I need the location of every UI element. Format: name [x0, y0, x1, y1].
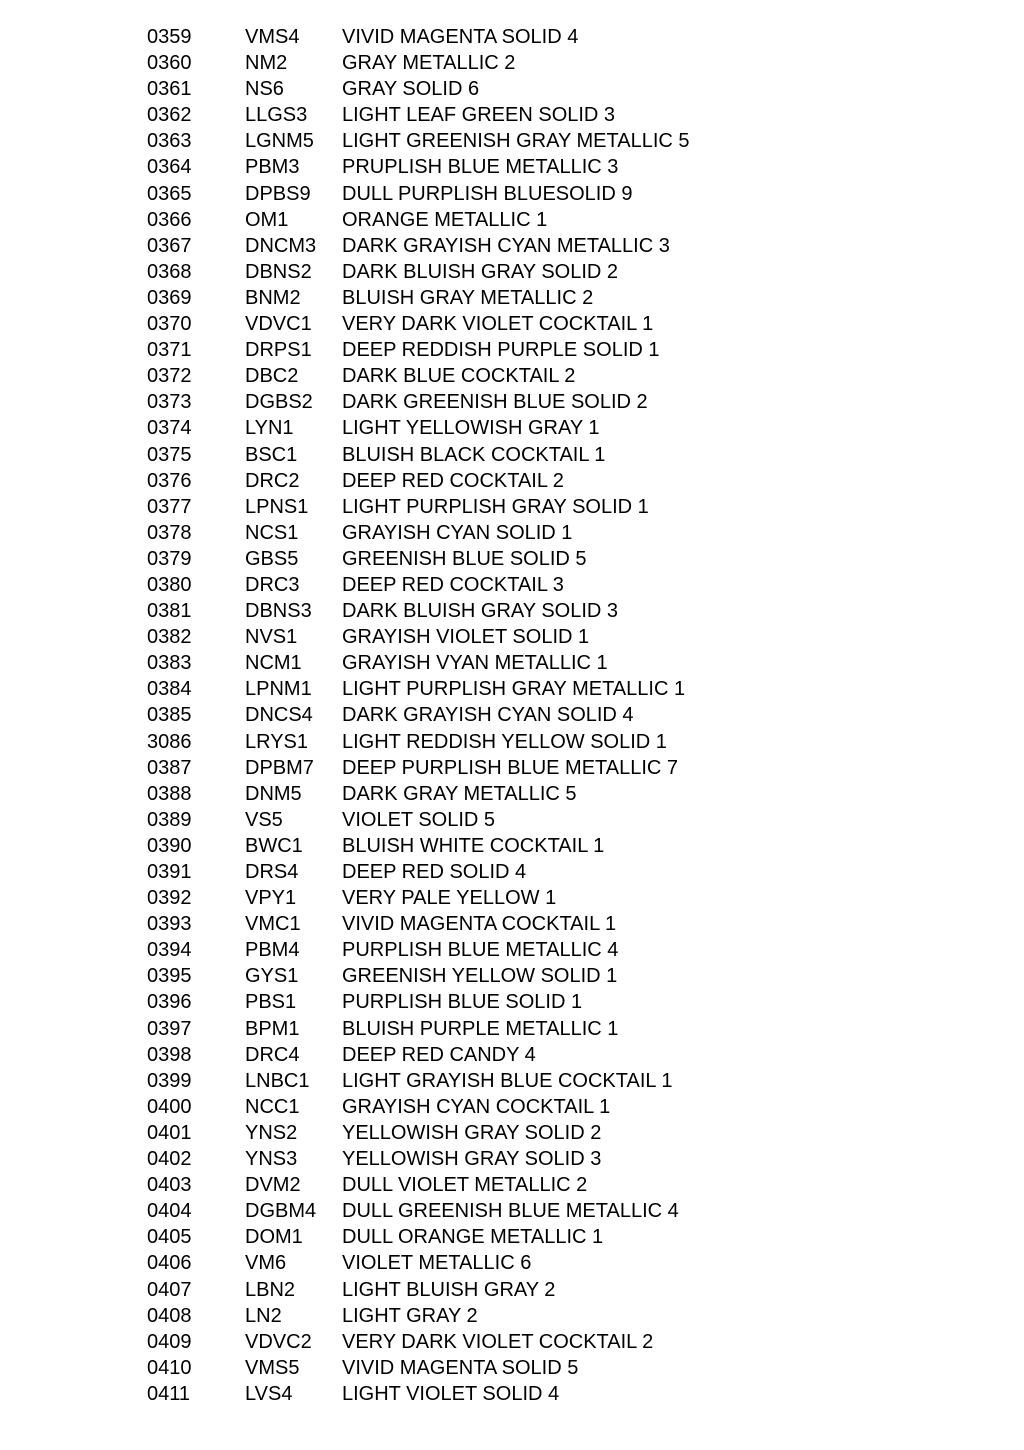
- color-code: BWC1: [245, 834, 303, 857]
- row-number: 0378: [147, 521, 192, 544]
- list-item: [147, 859, 947, 885]
- list-item: [147, 989, 947, 1015]
- color-name: VERY PALE YELLOW 1: [342, 887, 557, 910]
- row-number: 0379: [147, 547, 192, 570]
- list-item: [147, 259, 947, 285]
- color-code: DGBS2: [245, 391, 313, 414]
- color-code: VS5: [245, 808, 283, 831]
- color-name: LIGHT REDDISH YELLOW SOLID 1: [342, 730, 667, 753]
- color-name: DULL VIOLET METALLIC 2: [342, 1174, 588, 1197]
- row-number: 0377: [147, 495, 192, 518]
- row-number: 0382: [147, 626, 192, 649]
- color-code: DBNS2: [245, 260, 312, 283]
- list-item: [147, 207, 947, 233]
- row-number: 0390: [147, 834, 192, 857]
- color-name: DEEP RED SOLID 4: [342, 861, 527, 883]
- color-name: DEEP REDDISH PURPLE SOLID 1: [342, 339, 660, 362]
- color-name: GRAYISH VYAN METALLIC 1: [342, 652, 608, 675]
- color-code: DRC4: [245, 1043, 300, 1066]
- list-item: [147, 598, 947, 624]
- color-name: DARK GRAY METALLIC 5: [342, 782, 577, 805]
- color-name: PURPLISH BLUE METALLIC 4: [342, 939, 619, 962]
- list-item: [147, 285, 947, 311]
- color-code: VPY1: [245, 887, 297, 910]
- color-name: DULL PURPLISH BLUESOLID 9: [342, 182, 633, 205]
- row-number: 0359: [147, 26, 192, 48]
- color-code: VMS4: [245, 26, 300, 48]
- list-item: [147, 389, 947, 415]
- color-code: VDVC2: [245, 1330, 312, 1353]
- color-name: VERY DARK VIOLET COCKTAIL 2: [342, 1330, 654, 1353]
- row-number: 0365: [147, 182, 192, 205]
- row-number: 0361: [147, 78, 192, 101]
- color-code: LLGS3: [245, 104, 308, 127]
- list-item: [147, 24, 947, 50]
- list-item: [147, 1068, 947, 1094]
- color-code: VDVC1: [245, 313, 312, 336]
- color-name: DEEP RED CANDY 4: [342, 1043, 536, 1066]
- list-item: [147, 729, 947, 755]
- list-item: [147, 154, 947, 180]
- list-item: [147, 363, 947, 389]
- color-code: LNBC1: [245, 1069, 310, 1092]
- color-code: LPNM1: [245, 678, 312, 701]
- row-number: 0364: [147, 156, 192, 179]
- color-code: NCS1: [245, 521, 299, 544]
- color-name: BLUISH WHITE COCKTAIL 1: [342, 834, 605, 857]
- list-item: [147, 337, 947, 363]
- color-name: YELLOWISH GRAY SOLID 3: [342, 1148, 602, 1171]
- color-name: VIVID MAGENTA SOLID 4: [342, 26, 579, 48]
- color-code: LPNS1: [245, 495, 309, 518]
- color-name: DEEP PURPLISH BLUE METALLIC 7: [342, 756, 679, 779]
- list-item: [147, 181, 947, 207]
- row-number: 0376: [147, 469, 192, 492]
- color-name: DARK BLUISH GRAY SOLID 3: [342, 600, 619, 623]
- list-item: [147, 1146, 947, 1172]
- color-code: DPBM7: [245, 756, 314, 779]
- row-number: 0366: [147, 208, 192, 231]
- color-name: DEEP RED COCKTAIL 3: [342, 573, 564, 596]
- color-code: DBC2: [245, 365, 299, 388]
- list-item: [147, 102, 947, 128]
- color-name: DARK GRAYISH CYAN METALLIC 3: [342, 234, 670, 257]
- row-number: 0380: [147, 573, 192, 596]
- list-item: [147, 468, 947, 494]
- color-name: PRUPLISH BLUE METALLIC 3: [342, 156, 619, 179]
- color-name: ORANGE METALLIC 1: [342, 208, 548, 231]
- list-item: [147, 1120, 947, 1146]
- list-item: [147, 1042, 947, 1068]
- row-number: 0393: [147, 913, 192, 936]
- color-code: PBM4: [245, 939, 300, 962]
- color-name: DEEP RED COCKTAIL 2: [342, 469, 564, 492]
- color-code: LGNM5: [245, 130, 314, 153]
- color-name: DARK GRAYISH CYAN SOLID 4: [342, 704, 634, 727]
- row-number: 0401: [147, 1121, 192, 1144]
- row-number: 0395: [147, 965, 192, 988]
- row-number: 0402: [147, 1148, 192, 1171]
- list-item: [147, 963, 947, 989]
- color-code: NCC1: [245, 1095, 300, 1118]
- row-number: 0389: [147, 808, 192, 831]
- list-item: [147, 494, 947, 520]
- row-number: 0398: [147, 1043, 192, 1066]
- list-item: [147, 1329, 947, 1355]
- color-code: YNS2: [245, 1121, 298, 1144]
- list-item: [147, 702, 947, 728]
- row-number: 0385: [147, 704, 192, 727]
- color-code: DRC2: [245, 469, 300, 492]
- row-number: 0372: [147, 365, 192, 388]
- row-number: 0403: [147, 1174, 192, 1197]
- color-name: LIGHT GREENISH GRAY METALLIC 5: [342, 130, 690, 153]
- row-number: 0369: [147, 286, 192, 309]
- color-name: LIGHT GRAYISH BLUE COCKTAIL 1: [342, 1069, 673, 1092]
- color-code: BSC1: [245, 443, 298, 466]
- color-name: LIGHT VIOLET SOLID 4: [342, 1382, 560, 1405]
- color-name: DARK GREENISH BLUE SOLID 2: [342, 391, 648, 414]
- list-item: [147, 415, 947, 441]
- row-number: 0397: [147, 1017, 192, 1040]
- row-number: 0370: [147, 313, 192, 336]
- color-code: DRS4: [245, 861, 299, 883]
- color-code: DVM2: [245, 1174, 301, 1197]
- color-code: LRYS1: [245, 730, 309, 753]
- color-code: DGBM4: [245, 1200, 317, 1223]
- color-name: GRAY METALLIC 2: [342, 52, 516, 75]
- row-number: 0360: [147, 52, 192, 75]
- color-code: LYN1: [245, 417, 294, 440]
- list-item: [147, 650, 947, 676]
- row-number: 0394: [147, 939, 192, 962]
- list-item: [147, 1198, 947, 1224]
- list-item: [147, 546, 947, 572]
- color-code-list: [147, 24, 947, 1407]
- color-name: GRAYISH VIOLET SOLID 1: [342, 626, 590, 649]
- color-code: NM2: [245, 52, 288, 75]
- color-name: DULL ORANGE METALLIC 1: [342, 1226, 604, 1249]
- row-number: 0409: [147, 1330, 192, 1353]
- list-item: [147, 233, 947, 259]
- row-number: 0367: [147, 234, 192, 257]
- row-number: 3086: [147, 730, 192, 753]
- color-name: LIGHT YELLOWISH GRAY 1: [342, 417, 600, 440]
- color-name: LIGHT GRAY 2: [342, 1304, 478, 1327]
- color-code: LVS4: [245, 1382, 293, 1405]
- color-name: PURPLISH BLUE SOLID 1: [342, 991, 583, 1014]
- row-number: 0388: [147, 782, 192, 805]
- color-name: VIVID MAGENTA COCKTAIL 1: [342, 913, 617, 936]
- color-code: DPBS9: [245, 182, 311, 205]
- list-item: [147, 1016, 947, 1042]
- list-item: [147, 311, 947, 337]
- row-number: 0375: [147, 443, 192, 466]
- color-code: VM6: [245, 1252, 287, 1275]
- color-code: DRC3: [245, 573, 300, 596]
- row-number: 0383: [147, 652, 192, 675]
- row-number: 0371: [147, 339, 192, 362]
- color-code: DRPS1: [245, 339, 312, 362]
- list-item: [147, 76, 947, 102]
- color-code: BNM2: [245, 286, 301, 309]
- row-number: 0368: [147, 260, 192, 283]
- color-code: DNCM3: [245, 234, 317, 257]
- color-name: LIGHT PURPLISH GRAY SOLID 1: [342, 495, 649, 518]
- color-code: NVS1: [245, 626, 298, 649]
- color-code: LBN2: [245, 1278, 296, 1301]
- row-number: 0406: [147, 1252, 192, 1275]
- row-number: 0363: [147, 130, 192, 153]
- list-item: [147, 1381, 947, 1407]
- color-name: GRAYISH CYAN COCKTAIL 1: [342, 1095, 611, 1118]
- row-number: 0374: [147, 417, 192, 440]
- row-number: 0407: [147, 1278, 192, 1301]
- list-item: [147, 937, 947, 963]
- color-code: GYS1: [245, 965, 299, 988]
- list-item: [147, 807, 947, 833]
- color-code: NS6: [245, 78, 284, 101]
- color-name: GRAYISH CYAN SOLID 1: [342, 521, 573, 544]
- row-number: 0404: [147, 1200, 192, 1223]
- color-name: LIGHT LEAF GREEN SOLID 3: [342, 104, 616, 127]
- list-item: [147, 755, 947, 781]
- color-name: VIVID MAGENTA SOLID 5: [342, 1356, 579, 1379]
- color-name: DARK BLUE COCKTAIL 2: [342, 365, 576, 388]
- color-code: DOM1: [245, 1226, 303, 1249]
- row-number: 0396: [147, 991, 192, 1014]
- color-name: YELLOWISH GRAY SOLID 2: [342, 1121, 602, 1144]
- color-name: BLUISH GRAY METALLIC 2: [342, 286, 594, 309]
- row-number: 0392: [147, 887, 192, 910]
- list-item: [147, 1224, 947, 1250]
- list-item: [147, 885, 947, 911]
- list-item: [147, 442, 947, 468]
- row-number: 0408: [147, 1304, 192, 1327]
- row-number: 0384: [147, 678, 192, 701]
- color-code: BPM1: [245, 1017, 300, 1040]
- color-name: BLUISH BLACK COCKTAIL 1: [342, 443, 606, 466]
- list-item: [147, 1094, 947, 1120]
- list-item: [147, 833, 947, 859]
- color-name: GREENISH YELLOW SOLID 1: [342, 965, 618, 988]
- color-code: NCM1: [245, 652, 302, 675]
- list-item: [147, 624, 947, 650]
- row-number: 0410: [147, 1356, 192, 1379]
- row-number: 0387: [147, 756, 192, 779]
- row-number: 0381: [147, 600, 192, 623]
- row-number: 0405: [147, 1226, 192, 1249]
- list-item: [147, 1355, 947, 1381]
- color-name: LIGHT BLUISH GRAY 2: [342, 1278, 556, 1301]
- row-number: 0400: [147, 1095, 192, 1118]
- color-name: VIOLET SOLID 5: [342, 808, 496, 831]
- list-item: [147, 781, 947, 807]
- list-item: [147, 911, 947, 937]
- color-name: GRAY SOLID 6: [342, 78, 480, 101]
- list-item: [147, 50, 947, 76]
- list-item: [147, 520, 947, 546]
- list-item: [147, 1303, 947, 1329]
- color-name: DULL GREENISH BLUE METALLIC 4: [342, 1200, 679, 1223]
- list-item: [147, 1172, 947, 1198]
- list-item: [147, 128, 947, 154]
- color-code: GBS5: [245, 547, 299, 570]
- list-item: [147, 1277, 947, 1303]
- row-number: 0373: [147, 391, 192, 414]
- color-name: DARK BLUISH GRAY SOLID 2: [342, 260, 619, 283]
- color-name: GREENISH BLUE SOLID 5: [342, 547, 587, 570]
- color-name: LIGHT PURPLISH GRAY METALLIC 1: [342, 678, 686, 701]
- color-code: DNM5: [245, 782, 302, 805]
- color-code: PBM3: [245, 156, 300, 179]
- row-number: 0399: [147, 1069, 192, 1092]
- row-number: 0411: [147, 1382, 191, 1405]
- color-name: BLUISH PURPLE METALLIC 1: [342, 1017, 619, 1040]
- color-code: VMS5: [245, 1356, 300, 1379]
- color-code: DNCS4: [245, 704, 313, 727]
- list-item: [147, 572, 947, 598]
- list-item: [147, 676, 947, 702]
- row-number: 0362: [147, 104, 192, 127]
- color-code: VMC1: [245, 913, 301, 936]
- color-name: VERY DARK VIOLET COCKTAIL 1: [342, 313, 654, 336]
- color-code: YNS3: [245, 1148, 298, 1171]
- color-code: DBNS3: [245, 600, 312, 623]
- list-item: [147, 1250, 947, 1276]
- color-code: LN2: [245, 1304, 282, 1327]
- color-name: VIOLET METALLIC 6: [342, 1252, 532, 1275]
- color-code: PBS1: [245, 991, 297, 1014]
- color-code: OM1: [245, 208, 289, 231]
- row-number: 0391: [147, 861, 192, 883]
